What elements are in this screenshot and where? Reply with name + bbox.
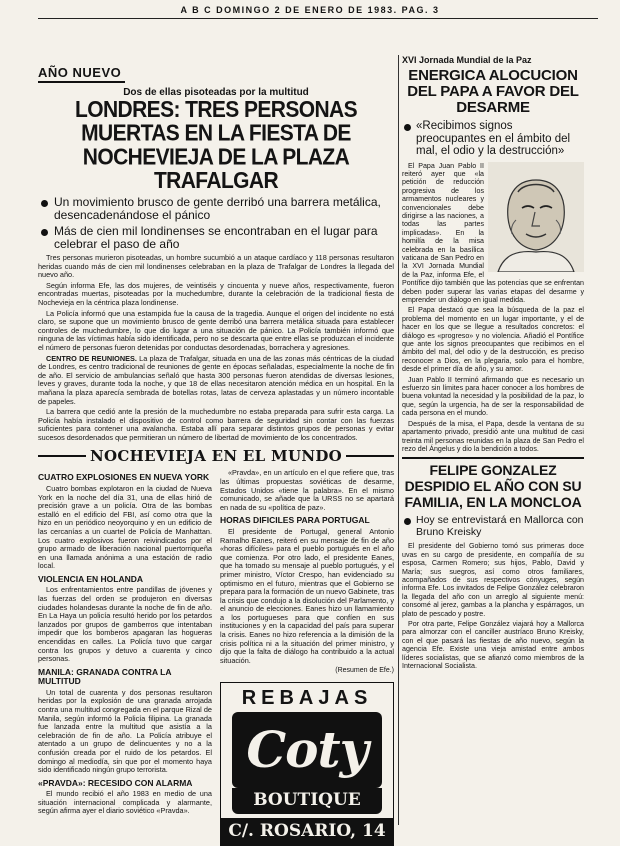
brief-text: Cuatro bombas explotaron en la ciudad de Nueva York en la noche del día 31, una de ellas hirió de precisión grave a un policía. Otra de las bombas estalló en el edificio del FBI, así como otra que la hizo en un periódico neoyorquino y en un edificio de las cercanías a un cuartel de Policía de Manhattan. Los cuatro explosivos fueron reivindicados por el grupo armado de liberación nacional puertorriqueña en una llamada anónima a una estación de radio local. — [38, 483, 212, 571]
brief-head: CUATRO EXPLOSIONES EN NUEVA YORK — [38, 472, 210, 483]
brief-text: El presidente de Portugal, general Antonio Ramalho Eanes, reiteró en su mensaje de fin de año «horas difíciles» para el pueblo portugués en el año que comienza. Por otro lado, el presidente Eanes, que ha tomado su mensaje al pueblo portugués, y el primer ministro, Víctor Crespo, han evidenciado su optimismo en el futuro, mientras que el Gobierno se prepara para la formación de un nuevo Gabinete, tras la crisis que condujo a la disolución del Parlamento, y el anuncio de elecciones. Eanes hizo un llamamiento a los portugueses para que confíen en sus instituciones y en la capacidad del país para superar la crisis. Eanes no hizo referencia a la dimisión de la crisis política ni a la situación del primer ministro, y dijo que la falta de diálogo ha contribuido a la actual situación. — [220, 526, 394, 665]
section-tag: AÑO NUEVO — [38, 65, 125, 83]
ad-address: C/. ROSARIO, 14 — [221, 818, 393, 845]
world-subcolumn-right — [220, 469, 394, 846]
pope-paragraph: El Papa destacó que sea la búsqueda de la paz el problema del momento en un lugar importante, y el de hacer en los que se llegue a resultados concretos: el diálogo es «progreso» y no violencia. Añadió el Pontífice que ante los signos preocupantes que recibimos en el ámbito del mal, del odio y de la destrucción, es preciso reconocer a Dios, en la plegaria, solo para el hombre, desde el primer día de año, y su amor. — [402, 306, 584, 374]
subhead-text: La plaza de Trafalgar, situada en una de las zonas más céntricas de la ciudad de Londres, es centro tradicional de reuniones de gente en épocas señaladas, especialmente la noche de fin de año. El servicio de ambulancias señaló que hasta 300 personas fueron atendidas de diversas lesiones, leves y graves, durante toda la noche, y que 18 de ellas necesitaron atención médica en un hospital. En la mañana la plaza aparecía sembrada de botellas rotas, latas de cerveza aplastadas y un número incontable de papeles. — [38, 353, 394, 406]
gonzalez-bullet: Hoy se entrevistará en Mallorca con Bruno Kreisky — [402, 514, 584, 538]
pope-kicker: XVI Jornada Mundial de la Paz — [402, 55, 532, 65]
ad-boutique: BOUTIQUE — [232, 788, 382, 814]
brief-text: Los enfrentamientos entre pandillas de jóvenes y las fuerzas del orden se produjeron en diversas ciudades holandesas durante la noche de fin de año. En La Haya un policía resultó herido por los petardos lanzados por grupos de gamberros que intentaban impedir que los bomberos apagaran las hogueras encendidas en calles. La Policía tuvo que cargar contra los grupos y detuvo a cuarenta y cinco personas. — [38, 585, 212, 664]
pope-paragraph: Juan Pablo II terminó afirmando que es necesario un esfuerzo sin límites para hacer conocer a los hombres de buena voluntad la necesidad y la posibilidad de la paz, lo que, según la urgencia, ha de ser la responsabilidad de cada persona en el mundo. — [402, 375, 584, 418]
pope-photo — [488, 162, 584, 272]
article-paragraph: Según informa Efe, las dos mujeres, de veintiséis y cincuenta y nueve años, respectivamente, fueron encontradas muertas, pisoteadas por la muchedumbre, durante la celebración de la tradicional fiesta de Nochevieja en la céntrica plaza londinense. — [38, 280, 394, 307]
pope-paragraph: Después de la misa, el Papa, desde la ventana de su apartamento privado, presidió ante una multitud de casi treinta mil personas reunidas en la plaza de San Pedro el rezo del Ángelus y dio la bendición a todos. — [402, 419, 584, 453]
advertisement — [220, 682, 394, 846]
ad-logo: Coty — [232, 712, 382, 788]
brief-signature: (Resumen de Efe.) — [335, 667, 394, 675]
brief-text: «Pravda», en un artículo en el que refiere que, tras las últimas propuestas soviéticas de desarme, Estados Unidos «tiene la palabra». En el mismo comunicado, se añade que la URSS no se apartará en nada de su «política de paz». — [220, 468, 394, 512]
brief-text: El mundo recibió el año 1983 en medio de una situación internacional complicada y alarmante, según afirma ayer el diario soviético «Pravda». — [38, 789, 212, 816]
bullet-item: Más de cien mil londinenses se encontraban en el lugar para celebrar el paso de año — [38, 225, 394, 251]
article-kicker: Dos de ellas pisoteadas por la multitud — [123, 87, 309, 98]
column-divider — [398, 55, 399, 825]
main-headline: LONDRES: TRES PERSONAS MUERTAS EN LA FIESTA DE NOCHEVIEJA DE LA PLAZA TRAFALGAR — [75, 97, 357, 194]
pope-headline: ENERGICA ALOCUCION DEL PAPA A FAVOR DEL DESARME — [407, 67, 579, 116]
bullet-item: Un movimiento brusco de gente derribó una barrera metálica, desencadenándose el pánico — [38, 196, 394, 222]
pope-quote: «Recibimos signos preocupantes en el ámbito del mal, el odio y la destrucción» — [402, 120, 584, 158]
gonzalez-paragraph: El presidente del Gobierno tomó sus primeras doce uvas en su cargo de presidente, en compañía de su esposa, Carmen Romero; sus hijos, Pablo, David y María; sus suegros, así como otros familiares, acompañados de sus respectivos cónyuges, según informa Efe. Los invitados de Felipe González celebraron la llegada del año con un arreglo al siguiente menú: consomé al jerez, gambas a la plancha y espárragos, un plato de pescado y postre. — [402, 542, 584, 618]
article-paragraph: La barrera que cedió ante la presión de la muchedumbre no estaba preparada para sufrir esta carga. La Policía había instalado el dispositivo de control como barrera de seguridad sin contar con las fuerzas suficientes para contener una avalancha. Estaba allí para separar distintos grupos de personas y evitar sucesos desordenados que permitieran un número de libertad de movimiento de los concentrados. — [38, 407, 394, 442]
gonzalez-headline: FELIPE GONZALEZ DESPIDIO EL AÑO CON SU FAMILIA, EN LA MONCLOA — [404, 462, 582, 511]
page-header: A B C DOMINGO 2 DE ENERO DE 1983. PAG. 3 — [180, 5, 440, 15]
brief-head: HORAS DIFICILES PARA PORTUGAL — [220, 515, 370, 526]
brief-text: Un total de cuarenta y dos personas resultaron heridas por la explosión de una granada arrojada contra una multitud congregada en el parque Rizal de Manila, según informó la Policía filipina. La granada fue lanzada entre la multitud que asistía a la celebración de fin de año. La Policía atribuye el atentado a un grupo de delincuentes y no a la confusión creada por el ruido de los petardos. El domingo al mediodía, sin que por el momento haya sido identificado ningún grupo terrorista. — [38, 687, 212, 775]
article-paragraph: Tres personas murieron pisoteadas, un hombre sucumbió a un ataque cardíaco y 118 personas resultaron heridas cuando más de cien mil londinenses celebraban en la plaza de Trafalgar de Londres la llegada del nuevo año. — [38, 253, 394, 280]
left-column — [38, 62, 394, 846]
world-subcolumn-left — [38, 469, 212, 846]
ad-rebajas: REBAJAS — [241, 687, 373, 710]
header-rule — [38, 18, 598, 19]
gonzalez-paragraph: Por otra parte, Felipe González viajará hoy a Mallorca para almorzar con el canciller austríaco Bruno Kreisky, con el que pasará las fiestas de año nuevo, según la agencia Efe. Existe una vieja amistad entre ambos líderes socialistas, que se afianzó como miembros de la Internacional Socialista. — [402, 619, 584, 670]
world-section-band — [38, 447, 394, 465]
article-paragraph: La Policía informó que una estampida fue la causa de la tragedia. Aunque el origen del incidente no está claro, se supone que un movimiento brusco de gente derribó una barrera metálica situada para establecer controles de muchedumbre, lo que dio lugar a una situación de pánico. La Policía también informó que ninguna de las víctimas había sido identificada, pero no se descarta que entre ellas se produzcan el incidente el número de personas fueron detenidas por conductas desordenadas, borrachera y agresiones. — [38, 308, 394, 352]
brief-head: «PRAVDA»: RECESIDO CON ALARMA — [38, 777, 193, 788]
world-subcolumns — [38, 469, 394, 846]
subhead-label: CENTRO DE REUNIONES. — [46, 353, 137, 363]
world-section-title: NOCHEVIEJA EN EL MUNDO — [90, 447, 343, 466]
headline-bullets — [38, 196, 394, 251]
brief-head: MANILA: GRANADA CONTRA LA MULTITUD — [38, 666, 172, 687]
right-separator — [402, 457, 584, 459]
pope-paragraph: El Papa Juan Pablo II reiteró ayer que «la petición de reducción progresiva de los armamentos nucleares y convencionales debe dirigirse a las naciones, a todas las partes implicadas». En la homilía de la misa celebrada en la basílica vaticana de San Pedro en la XVI Jornada Mundial de la Paz, informa Efe, el Pontífice dijo también que las potencias que se enfrentan deben poder superar las varias etapas del desarme y emprender un diálogo en igual medida. — [402, 161, 584, 304]
brief-head: VIOLENCIA EN HOLANDA — [38, 573, 143, 584]
article-paragraph — [38, 355, 394, 407]
right-column — [402, 55, 584, 672]
